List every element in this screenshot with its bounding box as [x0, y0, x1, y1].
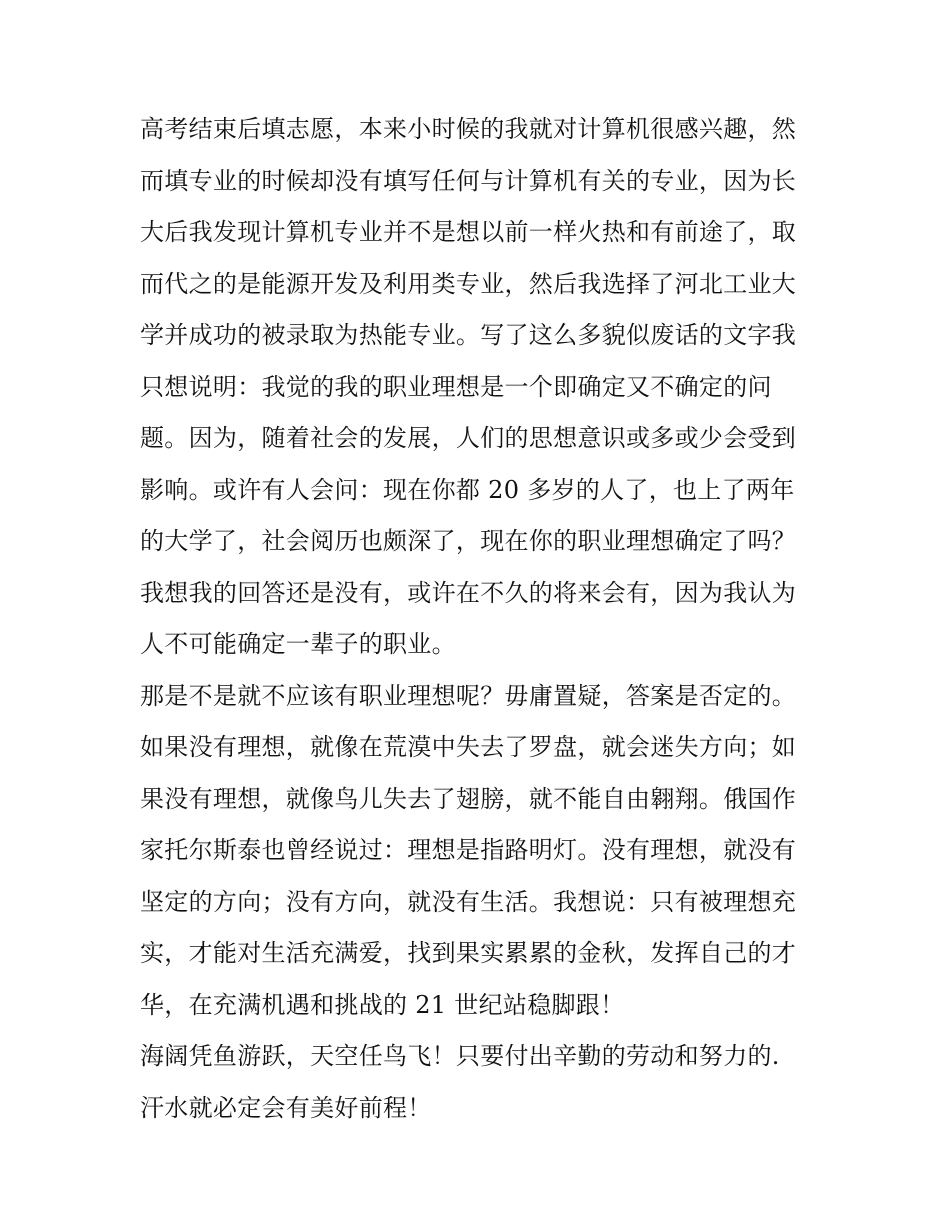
text-line: 海阔凭鱼游跃，天空任鸟飞！只要付出辛勤的劳动和努力的. [140, 1042, 780, 1070]
text-line: 高考结束后填志愿，本来小时候的我就对计算机很感兴趣，然 [140, 115, 797, 143]
text-line: 而代之的是能源开发及利用类专业，然后我选择了河北工业大 [140, 269, 797, 298]
text-line: 汗水就必定会有美好前程！ [140, 1093, 432, 1122]
text-line: 实，才能对生活充满爱，找到果实累累的金秋，发挥自己的才 [140, 939, 797, 967]
text-line: 家托尔斯泰也曾经说过：理想是指路明灯。没有理想，就没有 [140, 836, 797, 864]
text-line: 影响。或许有人会问：现在你都 20 多岁的人了，也上了两年 [140, 475, 795, 504]
text-line: 我想我的回答还是没有，或许在不久的将来会有，因为我认为 [140, 578, 797, 607]
text-line: 大后我发现计算机专业并不是想以前一样火热和有前途了，取 [140, 218, 797, 246]
text-line: 果没有理想，就像鸟儿失去了翅膀，就不能自由翱翔。俄国作 [140, 784, 797, 813]
text-line: 的大学了，社会阅历也颇深了，现在你的职业理想确定了吗？ [140, 527, 797, 555]
text-line: 如果没有理想，就像在荒漠中失去了罗盘，就会迷失方向；如 [140, 733, 797, 761]
text-line: 学并成功的被录取为热能专业。写了这么多貌似废话的文字我 [140, 321, 797, 349]
text-line: 坚定的方向；没有方向，就没有生活。我想说：只有被理想充 [140, 887, 797, 916]
text-line: 那是不是就不应该有职业理想呢？毋庸置疑，答案是否定的。 [140, 681, 797, 710]
text-line: 而填专业的时候却没有填写任何与计算机有关的专业，因为长 [140, 166, 797, 195]
text-line: 只想说明：我觉的我的职业理想是一个即确定又不确定的问 [140, 372, 772, 401]
essay-text [140, 104, 830, 1134]
text-line: 华，在充满机遇和挑战的 21 世纪站稳脚跟！ [140, 990, 625, 1019]
text-line: 人不可能确定一辈子的职业。 [140, 630, 456, 658]
text-line: 题。因为，随着社会的发展，人们的思想意识或多或少会受到 [140, 424, 797, 452]
